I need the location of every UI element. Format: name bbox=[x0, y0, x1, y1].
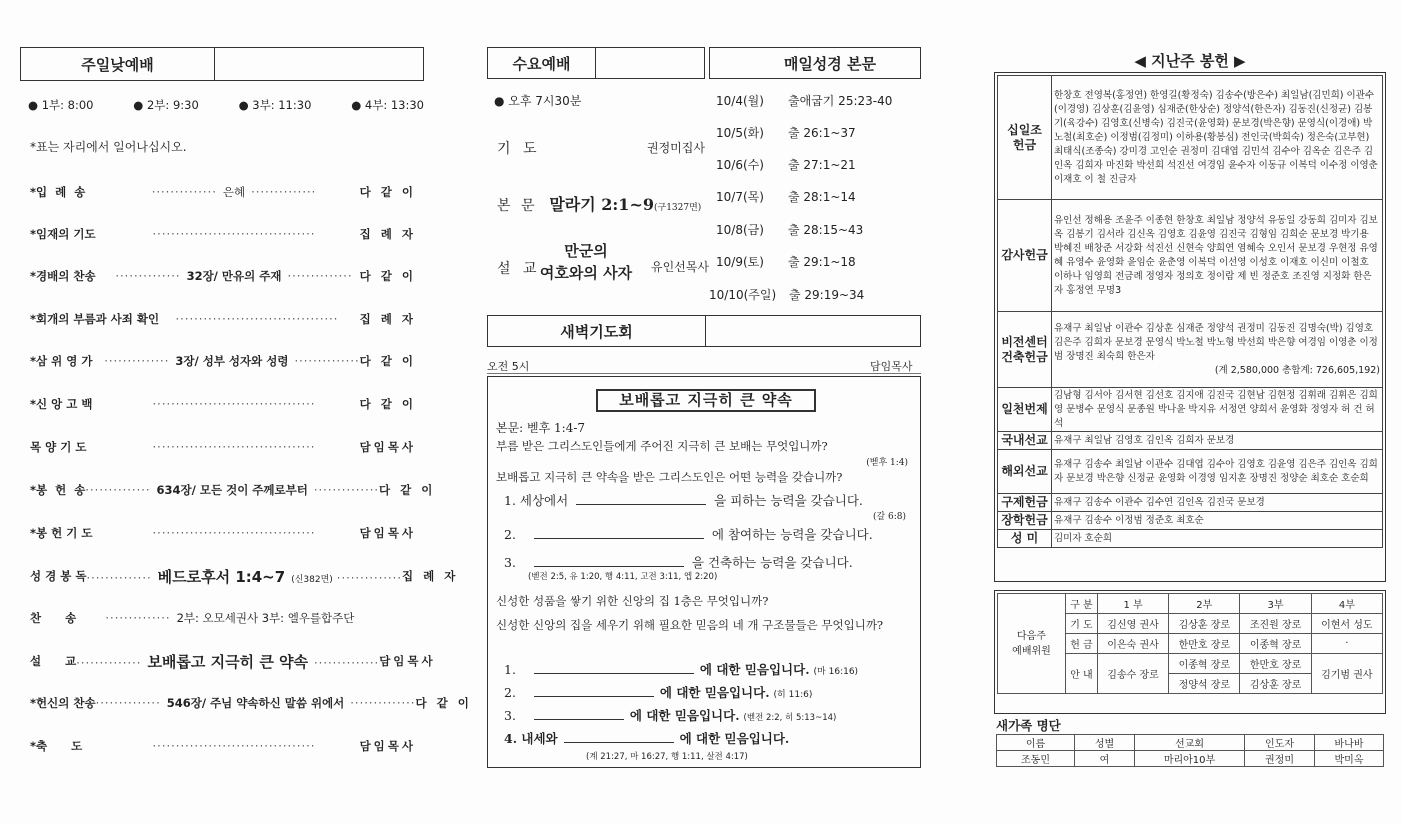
offering-row bbox=[998, 200, 1383, 312]
sunday-title: 주일낮예배 bbox=[21, 48, 215, 80]
nw-prayer-4: 이현서 성도 bbox=[1311, 614, 1382, 634]
offering-row bbox=[998, 312, 1383, 388]
order-person: 다 같 이 bbox=[359, 397, 416, 411]
order-person: 집 례 자 bbox=[359, 227, 416, 241]
belief-1-ref: (마 16:16) bbox=[813, 667, 859, 677]
nw-offer-0: 헌 금 bbox=[1066, 634, 1098, 654]
leader-dots: ·············· bbox=[76, 655, 142, 670]
offering-names bbox=[1052, 388, 1383, 432]
order-label: 찬 송 bbox=[30, 611, 77, 625]
belief-3 bbox=[504, 706, 836, 724]
offering-names-text: 김미자 호순희 bbox=[1054, 532, 1113, 544]
offering-names bbox=[1052, 450, 1383, 494]
offering-names bbox=[1052, 76, 1383, 200]
reading-date: 10/10(주일) bbox=[709, 288, 777, 302]
outline-q4: 신성한 신앙의 집을 세우기 위해 필요한 믿음의 네 개 구조물들은 무엇입니까? bbox=[496, 618, 884, 632]
nw-usher-label: 안 내 bbox=[1066, 654, 1098, 694]
answer-2-num: 2. bbox=[504, 527, 516, 542]
reading-row bbox=[716, 156, 856, 173]
order-row bbox=[30, 608, 416, 628]
order-person: 담임목사 bbox=[359, 440, 416, 454]
leader-dots: ·············· bbox=[287, 269, 353, 283]
wednesday-text bbox=[497, 192, 701, 215]
order-detail bbox=[114, 227, 354, 241]
daily-title-box bbox=[709, 47, 921, 79]
nw-usher-4: 김기범 권사 bbox=[1311, 654, 1382, 694]
offering-title: ◀ 지난주 봉헌 ▶ bbox=[1134, 52, 1246, 70]
reading-text: 출 26:1~37 bbox=[788, 126, 856, 140]
order-person: 집 례 자 bbox=[359, 312, 416, 326]
nw-prayer-3: 조진원 장로 bbox=[1240, 614, 1311, 634]
leader-dots: ·············· bbox=[86, 570, 152, 585]
leader-dots: ··································· bbox=[152, 739, 316, 753]
sunday-times bbox=[28, 97, 424, 113]
reading-row bbox=[716, 92, 892, 109]
nw-usher-3b: 김상훈 장로 bbox=[1240, 674, 1311, 694]
order-detail bbox=[85, 482, 379, 498]
offering-category: 비전센터 건축헌금 bbox=[998, 312, 1052, 388]
belief-3-blank bbox=[534, 719, 624, 720]
belief-1-end: 에 대한 믿음입니다. bbox=[699, 662, 810, 677]
order-label: 설 교 bbox=[30, 654, 77, 668]
offering-category: 국내선교 bbox=[998, 432, 1052, 450]
order-person: 다 같 이 bbox=[415, 696, 472, 710]
answer-3-end: 을 건축하는 능력을 갖습니다. bbox=[691, 555, 853, 570]
offering-names-text: 김남형 김서아 김서현 김선호 김지애 김진국 김현남 김현정 김휘래 김휘은 김희영 문병수 문영식 문종원 박나윤 박지유 서정연 양희서 윤영화 정영자 허 건 허 석 bbox=[1054, 389, 1378, 429]
order-label: 성 경 봉 독 bbox=[30, 569, 87, 583]
leader-dots: ·············· bbox=[104, 354, 170, 368]
nw-h2: 2부 bbox=[1169, 594, 1240, 614]
leader-dots: ·············· bbox=[251, 185, 317, 199]
belief-2-ref: (히 11:6) bbox=[773, 690, 813, 700]
offering-names bbox=[1052, 530, 1383, 548]
order-label: *입 례 송 bbox=[30, 185, 86, 199]
standing-note: *표는 자리에서 일어나십시오. bbox=[30, 140, 187, 154]
sermon-title-line1: 만군의 bbox=[564, 242, 608, 260]
belief-4-end: 에 대한 믿음입니다. bbox=[679, 731, 790, 746]
belief-2-num: 2. bbox=[504, 685, 516, 700]
wednesday-prayer-label: 기 도 bbox=[497, 141, 541, 157]
nw-usher-3a: 한만호 장로 bbox=[1240, 654, 1311, 674]
nf-h0: 이름 bbox=[997, 735, 1075, 751]
nw-h1: 1 부 bbox=[1097, 594, 1168, 614]
belief-3-ref: (벧전 2:2, 히 5:13~14) bbox=[743, 713, 837, 723]
nf-h2: 선교회 bbox=[1135, 735, 1245, 751]
leader-dots: ·············· bbox=[336, 570, 402, 585]
nw-offer-1: 이은숙 권사 bbox=[1097, 634, 1168, 654]
offering-category: 성 미 bbox=[998, 530, 1052, 548]
nf-h4: 바나바 bbox=[1315, 735, 1384, 751]
order-row bbox=[30, 182, 416, 202]
offering-category: 구제헌금 bbox=[998, 494, 1052, 512]
belief-4-blank bbox=[564, 742, 674, 743]
nf-h3: 인도자 bbox=[1245, 735, 1315, 751]
belief-1 bbox=[504, 660, 858, 678]
reading-text: 출 27:1~21 bbox=[788, 158, 856, 172]
order-person: 집 례 자 bbox=[401, 569, 459, 583]
leader-dots: ··································· bbox=[152, 440, 316, 454]
reading-text: 출 29:1~18 bbox=[788, 255, 856, 269]
sunday-title-box bbox=[20, 47, 424, 81]
offering-names bbox=[1052, 494, 1383, 512]
order-label: *신 앙 고 백 bbox=[30, 397, 93, 411]
order-detail-text: 634장/ 모든 것이 주께로부터 bbox=[156, 483, 308, 497]
order-row bbox=[30, 224, 416, 244]
offering-category: 일천번제 bbox=[998, 388, 1052, 432]
wednesday-title: 수요예배 bbox=[488, 48, 596, 78]
answer-1-num: 1. 세상에서 bbox=[504, 493, 569, 508]
belief-4-ref: (계 21:27, 마 16:27, 행 1:11, 살전 4:17) bbox=[586, 752, 748, 762]
leader-dots: ··································· bbox=[152, 397, 316, 411]
order-detail bbox=[114, 739, 354, 753]
order-detail-note: (신382면) bbox=[291, 574, 333, 585]
answer-2 bbox=[504, 525, 873, 543]
reading-date: 10/6(수) bbox=[716, 158, 764, 172]
order-row bbox=[30, 437, 416, 457]
time-4: ● 4부: 13:30 bbox=[351, 98, 424, 112]
time-1: ● 1부: 8:00 bbox=[28, 98, 94, 112]
offering-table bbox=[997, 75, 1383, 548]
offering-row bbox=[998, 388, 1383, 432]
nw-offer-3: 이종혁 장로 bbox=[1240, 634, 1311, 654]
reading-text: 출 28:1~14 bbox=[788, 190, 856, 204]
wednesday-sermon-person: 유인선목사 bbox=[651, 260, 709, 274]
order-label: *경배의 찬송 bbox=[30, 269, 96, 283]
new-family-table bbox=[996, 734, 1384, 767]
offering-category: 해외선교 bbox=[998, 450, 1052, 494]
order-person: 다 같 이 bbox=[359, 354, 416, 368]
order-row bbox=[30, 693, 472, 713]
order-label: 목 양 기 도 bbox=[30, 440, 87, 454]
answer-3-num: 3. bbox=[504, 555, 516, 570]
time-3: ● 3부: 11:30 bbox=[238, 98, 312, 112]
order-label: *봉 헌 기 도 bbox=[30, 526, 93, 540]
outline-q2: 보배롭고 지극히 큰 약속을 받은 그리스도인은 어떤 능력을 갖습니까? bbox=[496, 470, 843, 484]
leader-dots: ·············· bbox=[350, 696, 416, 710]
order-label: *임재의 기도 bbox=[30, 227, 96, 241]
new-family-title: 새가족 명단 bbox=[996, 718, 1061, 733]
outline-text: 본문: 벧후 1:4-7 bbox=[496, 421, 586, 435]
nf-h1: 성별 bbox=[1075, 735, 1135, 751]
offering-names-text: 유재구 김송수 이정범 정준호 최호순 bbox=[1054, 514, 1204, 526]
order-label: *축 도 bbox=[30, 739, 83, 753]
offering-row bbox=[998, 512, 1383, 530]
order-row bbox=[30, 651, 436, 671]
order-label: *헌신의 찬송 bbox=[30, 696, 96, 710]
leader-dots: ·············· bbox=[294, 354, 360, 368]
offering-category: 감사헌금 bbox=[998, 200, 1052, 312]
next-week-table bbox=[997, 593, 1383, 694]
offering-names-text: 유인선 정해용 조윤주 이종현 한창호 최일남 정양석 유동일 강동희 김미자 김보옥 김봉기 김서라 김신옥 김영호 김윤영 김진국 김형임 김희순 문보경 박기용 박혜진 배창준 서강화 석진선 신현숙 양희연 염혜숙 오인서 문보경 우현정 유영혜 유영수 윤영화 윤임순 윤춘영 이복덕 이선영 이성호 이재호 이신미 이철호 이하나 임영희 전금례 정영자 정의호 정이람 제 빈 정준호 조진영 지정화 한은자 홍정연 무명3 bbox=[1054, 214, 1378, 296]
belief-4-num: 4. 내세와 bbox=[504, 731, 558, 746]
belief-1-num: 1. bbox=[504, 662, 516, 677]
wednesday-text-ref: 말라기 2:1~9 bbox=[549, 195, 654, 214]
time-2: ● 2부: 9:30 bbox=[133, 98, 199, 112]
order-detail-text: 3장/ 성부 성자와 성령 bbox=[175, 354, 289, 368]
belief-2-end: 에 대한 믿음입니다. bbox=[659, 685, 770, 700]
outline-q3: 신성한 성품을 쌓기 위한 신앙의 집 1층은 무엇입니까? bbox=[496, 594, 769, 608]
reading-row bbox=[716, 124, 856, 141]
order-detail bbox=[114, 184, 354, 200]
next-week-group: 다음주 예배위원 bbox=[998, 594, 1066, 694]
answer-1-blank bbox=[576, 504, 706, 505]
nw-h4: 4부 bbox=[1311, 594, 1382, 614]
wednesday-sermon-title bbox=[536, 240, 636, 284]
nw-usher-2b: 정양석 장로 bbox=[1169, 674, 1240, 694]
answer-1 bbox=[504, 491, 863, 509]
belief-3-num: 3. bbox=[504, 708, 516, 723]
leader-dots: ·············· bbox=[95, 696, 161, 710]
daily-title: 매일성경 본문 bbox=[783, 54, 876, 73]
leader-dots: ·············· bbox=[313, 483, 380, 497]
answer-3-blank bbox=[534, 566, 684, 567]
offering-row bbox=[998, 76, 1383, 200]
order-person: 다 같 이 bbox=[359, 185, 416, 199]
outline-title: 보배롭고 지극히 큰 약속 bbox=[596, 389, 816, 412]
reading-text: 출애굽기 25:23-40 bbox=[788, 94, 893, 108]
dawn-title: 새벽기도회 bbox=[488, 316, 706, 346]
offering-row bbox=[998, 530, 1383, 548]
wednesday-prayer-person: 권정미집사 bbox=[647, 141, 705, 155]
reading-date: 10/8(금) bbox=[716, 223, 764, 237]
leader-dots: ·············· bbox=[115, 269, 181, 283]
order-person: 다 같 이 bbox=[359, 269, 416, 283]
offering-names-text: 유재구 최일남 김영호 김인옥 김희자 문보경 bbox=[1054, 434, 1235, 446]
leader-dots: ··································· bbox=[175, 312, 339, 326]
nw-prayer-1: 김신영 권사 bbox=[1097, 614, 1168, 634]
answer-1-end: 을 피하는 능력을 갖습니다. bbox=[714, 493, 863, 508]
belief-1-blank bbox=[534, 673, 694, 674]
order-detail bbox=[76, 651, 379, 672]
answer-3-ref: (벧전 2:5, 유 1:20, 행 4:11, 고전 3:11, 엡 2:20) bbox=[528, 572, 718, 582]
nw-h3: 3부 bbox=[1240, 594, 1311, 614]
offering-row bbox=[998, 494, 1383, 512]
nf-guide: 권정미 bbox=[1245, 751, 1315, 767]
leader-dots: ·············· bbox=[105, 611, 171, 625]
order-detail bbox=[104, 353, 359, 369]
order-detail bbox=[86, 566, 402, 587]
outline-q1: 부름 받은 그리스도인들에게 주어진 지극히 큰 보배는 무엇입니까? bbox=[496, 439, 828, 453]
reading-text: 출 28:15~43 bbox=[788, 223, 864, 237]
offering-outer bbox=[994, 72, 1386, 582]
offering-row bbox=[998, 432, 1383, 450]
nf-gender: 여 bbox=[1075, 751, 1135, 767]
reading-date: 10/7(목) bbox=[716, 190, 764, 204]
order-detail-text: 546장/ 주님 약속하신 말씀 위에서 bbox=[166, 696, 345, 710]
reading-text: 출 29:19~34 bbox=[789, 288, 865, 302]
answer-2-end: 에 참여하는 능력을 갖습니다. bbox=[711, 527, 873, 542]
dawn-leader: 담임목사 bbox=[870, 360, 913, 373]
order-row bbox=[30, 351, 416, 371]
offering-names-text: 유재구 김송수 최일남 이관수 김대엽 김수아 김영호 김윤영 김은주 김인옥 김희자 문보경 박은향 신정균 윤영화 이경영 임지훈 장명진 정양순 최호순 호순희 bbox=[1054, 458, 1378, 484]
order-detail bbox=[114, 397, 354, 411]
offering-category: 장학헌금 bbox=[998, 512, 1052, 530]
nw-prayer-2: 김상훈 장로 bbox=[1169, 614, 1240, 634]
offering-names-text: 유재구 최일남 이관수 김상훈 심재준 정양석 권정미 김동진 김명숙(박) 김영호 김은주 김희자 문보경 문영식 박노철 박노형 박선희 박은향 여경임 이영춘 이정범 장명진 최숙희 한은자 bbox=[1054, 322, 1378, 362]
order-row bbox=[30, 566, 459, 586]
offering-row bbox=[998, 450, 1383, 494]
order-label: *회개의 부름과 사죄 확인 bbox=[30, 312, 160, 326]
sermon-outline bbox=[487, 376, 921, 768]
order-row bbox=[30, 309, 416, 329]
order-person: 다 같 이 bbox=[379, 483, 436, 497]
order-detail bbox=[114, 440, 354, 454]
belief-3-end: 에 대한 믿음입니다. bbox=[629, 708, 740, 723]
belief-2-blank bbox=[534, 696, 654, 697]
order-row bbox=[30, 736, 416, 756]
nw-prayer-0: 기 도 bbox=[1066, 614, 1098, 634]
nw-usher-2a: 이종혁 장로 bbox=[1169, 654, 1240, 674]
order-row bbox=[30, 480, 436, 500]
order-detail-text: 32장/ 만유의 주재 bbox=[186, 269, 282, 283]
offering-category: 십일조 헌금 bbox=[998, 76, 1052, 200]
reading-row bbox=[716, 188, 856, 205]
wednesday-sermon-label: 설 교 bbox=[497, 261, 541, 277]
nw-offer-4: · bbox=[1311, 634, 1382, 654]
order-detail bbox=[114, 268, 354, 284]
leader-dots: ··································· bbox=[152, 526, 316, 540]
wednesday-time: ● 오후 7시30분 bbox=[494, 94, 582, 108]
nw-usher-1: 김송수 장로 bbox=[1097, 654, 1168, 694]
offering-names bbox=[1052, 200, 1383, 312]
leader-dots: ·············· bbox=[85, 483, 151, 497]
order-person: 담임목사 bbox=[379, 654, 436, 668]
reading-row bbox=[716, 221, 863, 238]
leader-dots: ·············· bbox=[314, 655, 380, 670]
offering-names bbox=[1052, 512, 1383, 530]
order-person: 담임목사 bbox=[359, 739, 416, 753]
offering-names bbox=[1052, 312, 1383, 388]
nf-name: 조동민 bbox=[997, 751, 1075, 767]
dawn-title-box bbox=[487, 315, 921, 347]
nf-barnabas: 박미옥 bbox=[1315, 751, 1384, 767]
order-person: 담임목사 bbox=[359, 526, 416, 540]
offering-total: (계 2,580,000 총합계: 726,605,192) bbox=[1214, 364, 1380, 376]
order-row bbox=[30, 523, 416, 543]
offering-names-text: 유재구 김송수 이관수 김수연 김인옥 김진국 문보경 bbox=[1054, 496, 1265, 508]
order-detail bbox=[160, 312, 354, 326]
reading-date: 10/4(월) bbox=[716, 94, 764, 108]
order-detail bbox=[105, 610, 360, 626]
order-detail bbox=[114, 526, 354, 540]
dawn-time: 오전 5시 bbox=[487, 360, 530, 373]
order-detail-text: 2부: 오모세권사 3부: 엘우를합주단 bbox=[176, 611, 355, 625]
wednesday-text-page: (구1327면) bbox=[653, 203, 702, 213]
order-detail bbox=[96, 695, 416, 711]
wednesday-title-box bbox=[487, 47, 705, 79]
answer-1-ref: (갈 6:8) bbox=[872, 512, 906, 522]
nw-h0: 구 분 bbox=[1066, 594, 1098, 614]
reading-date: 10/5(화) bbox=[716, 126, 764, 140]
order-detail-text: 베드로후서 1:4~7 bbox=[157, 567, 286, 586]
outline-q1-ref: (벧후 1:4) bbox=[866, 458, 908, 468]
nw-offer-2: 한만호 장로 bbox=[1169, 634, 1240, 654]
order-detail-text: 은혜 bbox=[222, 185, 246, 199]
order-label: *삼 위 영 가 bbox=[30, 354, 93, 368]
reading-row bbox=[709, 286, 864, 303]
order-row bbox=[30, 266, 416, 286]
order-detail-text: 보배롭고 지극히 큰 약속 bbox=[147, 652, 309, 671]
answer-3 bbox=[504, 553, 853, 571]
reading-row bbox=[716, 253, 856, 270]
leader-dots: ·············· bbox=[151, 185, 217, 199]
offering-names-text: 한창호 전영복(홍정연) 한영길(황정숙) 김송수(방은수) 최일남(김민희) 이관수(이경영) 김상훈(김윤영) 심재준(한상순) 정양석(한은자) 김동진(신정균) 김봉기(육강수) 김영호(신병숙) 김진국(윤영화) 문보경(박은향) 문영식(이경애) 박노철(최호순) 이정범(김정미) 이하용(황봉심) 전인국(박희숙) 정은숙(고부현) 최태식(조종숙) 강미경 고인순 권정미 김대엽 김민석 김수아 김옥순 김은주 김인옥 김희자 마진화 박선희 석진선 여경임 윤수자 이동규 이복덕 이수정 이영춘 이재호 이 철 진금자 bbox=[1054, 89, 1378, 185]
belief-4 bbox=[504, 729, 789, 747]
sermon-title-line2: 여호와의 사자 bbox=[539, 264, 633, 282]
next-week-outer bbox=[994, 590, 1386, 714]
answer-2-blank bbox=[534, 538, 704, 539]
order-label: *봉 헌 송 bbox=[30, 483, 86, 497]
reading-date: 10/9(토) bbox=[716, 255, 764, 269]
wednesday-text-label: 본 문 bbox=[497, 198, 538, 214]
belief-2 bbox=[504, 683, 812, 701]
offering-names bbox=[1052, 432, 1383, 450]
leader-dots: ··································· bbox=[152, 227, 316, 241]
dawn-divider bbox=[487, 373, 921, 374]
nf-group: 마리아10부 bbox=[1135, 751, 1245, 767]
order-row bbox=[30, 394, 416, 414]
